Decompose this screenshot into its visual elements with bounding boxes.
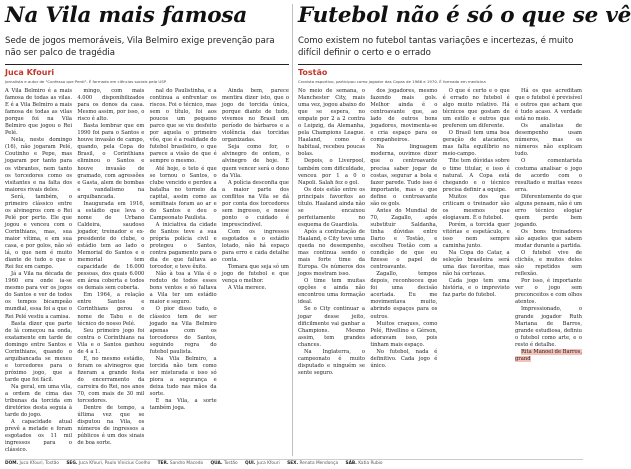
- left-body-column: [150, 88, 217, 456]
- right-author: Tostão: [298, 68, 328, 77]
- body-paragraph: Seja como for, o alvinegro de ontem, o alvinegro de hoje. E quem vencer será o dono da Vila.: [221, 144, 289, 179]
- body-paragraph: A Vila Belmiro é a mais famosa de todas as vilas. E é a Vila Belmiro a mais famosa de todas as vilas porque foi na Vila Belmiro que jogou o Rei Pelé.: [5, 88, 72, 137]
- body-paragraph: Inaugurada em 1916, a estádio que leva o nome de Urbano Caldeira, saudoso jogador, treinador e ex-presidente do clube, o estádio tem ao lado o Memorial do Santos e o memorial tem capacidade de 16.000 pessoas, dos quais 6.000 em área coberta e todos os demais sem coberta.: [77, 200, 145, 292]
- body-paragraph: Se o City continuar a jogar desse jeito, dificilmente vai ganhar a Champions. Mesmo assim, tem grandes chances.: [298, 306, 365, 348]
- right-headline: Futebol não é só o que se vê: [298, 3, 631, 28]
- body-paragraph: E na Vila, a sorte também joga.: [149, 398, 217, 412]
- body-paragraph: Seu primeiro jogo foi contra o Corinthians na Vila e o Santos ganhou de 4 a 1.: [77, 327, 145, 355]
- body-paragraph: Basta dizer que parte de lá começou na onda, exatamente em tarde de domingo entre Santos e Corinthians, quando o arquibancada se mexeu e torcedores para o próximo jogo, que a tarde que foi fácil.: [5, 320, 72, 383]
- schedule-entry: QUA. Tostão: [210, 461, 238, 466]
- body-paragraph: E, no mesmo estádio, foram os alvinegros que fizeram a grande festa do encerramento da carreira do Rei, nos anos 70, com mais de 30 mil torcedores.: [77, 355, 145, 405]
- body-paragraph: O Brasil tem uma boa geração de atacantes, mas falta equilíbrio no meio-campo.: [442, 130, 510, 158]
- right-body-column: [515, 88, 582, 456]
- body-paragraph: A capacidade atual prevê a metade e foram esgotados os 11 mil ingressos para o clássico.: [5, 419, 72, 454]
- body-paragraph: O pior disso tudo, o clássico tem de ser jogado na Vila Belmiro apenas com os torcedores do Santos, seguindo regra do futebol paulista.: [149, 306, 217, 355]
- column-divider: [292, 4, 293, 456]
- body-paragraph: Depois, o Liverpool, também com dificuldade, venceu por 1 a 0 o Napoli. Salah fez o gol.: [298, 158, 365, 186]
- left-author-bio: Jornalista e autor de "Confesso que Perdi". É formado em ciências sociais pela USP: [5, 79, 167, 84]
- body-paragraph: Já a Vila na década de 1960 era onde ia-se mesmo para ver os jogos do Santos e ver de todos os tempos bicampeão mundial, essa foi a que o Rei Pelé vestiu a camisa.: [5, 271, 72, 320]
- body-paragraph: A Vila merece.: [227, 285, 267, 292]
- body-paragraph: Por isso, é importante ver o jogo sem preconceitos e com olhos atentos.: [514, 278, 582, 306]
- body-paragraph: Ainda bem, parece mentira dizer isto, que o jogo de torcida única, porque diante de tudo, vivemos no Brasil um período de bárbaros e a violência das torcidas organizadas.: [221, 88, 289, 144]
- body-paragraph: Nela, neste domingo (16), não jogaram Pelé, Coutinho e Pepe, mas jogaram por tanto para os vibrantes, nem tanto os torcedores como os visitantes e na falta dos maiores rivais deles.: [5, 137, 72, 193]
- body-paragraph: Tomara que seja só um jogo de futebol e que vença o melhor.: [221, 264, 289, 285]
- columnist-schedule: [5, 459, 583, 468]
- body-paragraph: dos jogadores, mesmo fazendo mais gols. Melhor ainda é o centroavante que, ao lado de outros bons jogadores, movimenta-se e cria espaço para os companheiros.: [370, 88, 438, 144]
- body-paragraph: Após a contratação de Haaland, o City teve uma queda no desempenho, mas continua sendo o mais forte time da Europa. Os números dos jogos mostram isso.: [298, 228, 365, 278]
- body-paragraph: Na geral, em uma vila, a ordem de cima das tribunas da torcida em diretórios desta seguia à tarde do jogo.: [5, 383, 72, 419]
- body-paragraph: Os dois estão entre os principais favoritos ao título. Haaland ainda não se encaixou perfeitamente no esquema de Guardiola.: [298, 186, 365, 228]
- body-paragraph: No futebol, nada é definitivo. Cada jogo é único.: [370, 348, 438, 369]
- column-juca-kfouri: [5, 0, 289, 458]
- body-paragraph: Será, também, o primeiro clássico entre os alvinegros com o Rei Pelé por perto. Ele que jogou e venceu com o Corinthians, mas, sua maior vítima, e em sua casa, e por golos, não só lá, o que nem é muito diante de tudo o que o Rei fez em campo.: [5, 193, 72, 271]
- schedule-entry: SÁB. Katia Rubio: [345, 461, 383, 466]
- body-paragraph: No meio de semana, o Manchester City, mais uma vez, jogou abaixo do que se espera, no empate por 2 a 2 contra o Leipzig, da Alemanha, pela Champions League. Haaland, como é habitual, recebeu poucas bolas.: [298, 88, 365, 158]
- body-paragraph: Na Vila Belmiro, a torcida não tem como ser misturada e isso só piora a segurança e deixa tudo nas mãos da sorte.: [149, 355, 217, 398]
- right-author-bio: Cronista esportivo, participou como jogador das Copas de 1966 e 1970. É formado em medicina: [298, 79, 486, 84]
- body-paragraph: Na linguagem moderna, ouvimos dizer que o centroavante precisa saber jogar de costas, segurar a bola e fazer parede. Tudo isso é importante, mas o que define o centroavante são os gols.: [370, 144, 438, 207]
- body-paragraph: Há os que acreditam que o futebol é previsível e outros que acham que é tudo acaso. A verdade está no meio.: [514, 88, 582, 123]
- left-rule: [5, 64, 289, 65]
- body-paragraph: Tite tem dúvidas sobre o time titular, e isso é natural. A Copa está chegando e o técnico precisa definir a equipe.: [442, 158, 510, 193]
- left-deck: Sede de jogos memoráveis, Vila Belmiro exige prevenção para não ser palco de tragédia: [5, 36, 275, 58]
- highlighted-text: Rita Manoel de Barros, grand: [514, 348, 582, 362]
- left-author: Juca Kfouri: [5, 68, 55, 77]
- body-paragraph: Os bons treinadores são aqueles que sabem mudar durante a partida.: [514, 228, 582, 250]
- schedule-entry: TER. Sandro Macedo: [157, 461, 204, 466]
- body-paragraph: A polícia desconfia que a maior parte dos conflitos na Vila se dá por conta dos torcedores sem ingresso, e nesse ponto o cuidado é imprescindível.: [221, 179, 289, 228]
- schedule-entry: DOM. Juca Kfouri, Tostão: [5, 461, 59, 466]
- right-body-column: [298, 88, 365, 456]
- body-paragraph: Os analistas de desempenho usam números, mas os números não explicam tudo.: [514, 123, 582, 158]
- body-paragraph: Não à toa a Vila é o reduto de todos esses bons ventos e só faltava a Vila ter um estádio maior e seguro.: [149, 271, 217, 306]
- body-paragraph: Com os ingressos esgotados e o estádio lotado, não há espaço para erro e cada detalhe conta.: [221, 228, 289, 264]
- body-paragraph: O futebol vive de clichês, e muitos deles são repetidos sem reflexão.: [514, 250, 582, 278]
- schedule-entry: SEG. Juca Kfouri, Paulo Vinicius Coelho: [66, 461, 151, 466]
- right-body-column: [370, 88, 437, 456]
- left-body-column: [5, 88, 72, 456]
- body-paragraph: Até hoje, o teto é que se tornou o Santos, o clube vencido e perdeu a batalha no torneio da capital, assim como as semifinais foram ao ar e do Santos e deu o Campeonato Paulista.: [149, 165, 217, 221]
- body-paragraph: Dentre de tempo, a última vez que se disputou na Vila, os números de ingressos a públicos é um dos sinais de boa sorte.: [77, 405, 145, 447]
- schedule-entry: QUI. Juca Kfouri: [244, 461, 280, 466]
- body-paragraph: O comentarista costuma analisar o jogo de acordo com o resultado e muitas vezes erra.: [514, 158, 582, 193]
- body-paragraph: O time tem muitas opções e ainda não encontrou uma formação ideal.: [298, 278, 365, 306]
- body-paragraph: Muitos craques, como Pelé, Rivellino e Gérson, adoravam isso, pois tinham mais espaço.: [370, 320, 438, 348]
- body-paragraph: Zagallo, tempos depois, reconheceu que foi uma decisão acertada. Eu me movimentava muito, abrindo espaços para os outros.: [370, 271, 438, 320]
- body-paragraph: Porém, a torcida quer vitórias e espetáculo, e isso nem sempre caminha junto.: [442, 221, 510, 250]
- body-paragraph: Diferentemente do que alguns pensam, não é um erro técnico elogiar quem perde bem jogando.: [514, 193, 582, 228]
- left-body-column: [222, 88, 289, 456]
- left-body: [5, 88, 289, 456]
- body-paragraph: Cada jogo tem uma história, e o imprevisto faz parte do futebol.: [442, 278, 510, 299]
- body-paragraph: O que é certo e o que é errado no futebol é algo muito relativo. Há técnicos que gostam de um estilo e outros que preferem um diferente.: [442, 88, 510, 130]
- body-paragraph: Basta lembrar que em 1990 foi para o Santos e houve invasão de campo, quando, pela Copa do Brasil, o Corinthians eliminou o Santos e houve invasão de gramado, com agressões e Gasta, alem de bombas e vandalismo na arquibancada.: [77, 123, 145, 200]
- right-deck: Como existem no futebol tantas variações e incertezas, é muito difícil definir o certo e o errado: [298, 36, 574, 58]
- body-paragraph: Na Inglaterra, o campeonato é muito disputado e ninguém se sente seguro.: [298, 348, 365, 376]
- left-headline: Na Vila mais famosa: [5, 3, 248, 28]
- right-body: [298, 88, 582, 456]
- body-paragraph: A iniciativa da cidade de Santos teve a sua própria polícia civil e protegeu o Santos, contra pagamento para o dia de que faltava ao torcedor, e teve êxito.: [149, 221, 217, 271]
- column-tostao: [298, 0, 631, 458]
- body-paragraph: Na Copa do Catar, a seleção brasileira será uma das favoritas, mas não há certezas.: [442, 250, 510, 278]
- body-paragraph: Em 1964, a relação entre Santos e Corinthians gerou o nome de Tabu e de técnico do nosso Pelé.: [77, 292, 145, 327]
- left-body-column: [77, 88, 144, 456]
- body-paragraph: nal do Paulistinha, e a continua a enfrentar os riscos. Foi o técnico, mas sem o título, foi aos poucos um pequeno parco que se viu desfeito por aquela o primeiro vôo, que é a realidade do futebol brasileiro, o que parece a visão de que é sempre o mesmo.: [149, 88, 217, 165]
- body-paragraph: Antes do Mundial de 70, Zagallo, após substituir Saldanha, tinha dúvidas entre Dario e Tostão, e escolheu Tostão com a condição de que eu fizesse o papel de centroavante.: [370, 207, 438, 271]
- schedule-entry: SEX. Renata Mendonça: [287, 461, 339, 466]
- body-paragraph: mingo, com mais 4.000 disponibilizados para os donos da casa. Mesmo assim, por isso, o risco é alto.: [77, 88, 145, 123]
- right-body-column: [443, 88, 510, 456]
- body-paragraph: Muitos dos que criticam o treinador são os mesmos que elogiavam. É o futebol.: [442, 193, 510, 221]
- right-rule: [298, 64, 582, 65]
- body-paragraph: Impressionado, o grande jogador Ruth Mariana de Barros, grande estudiosa, definiu o futebol como arte, e o resto é detalhe.: [514, 306, 582, 348]
